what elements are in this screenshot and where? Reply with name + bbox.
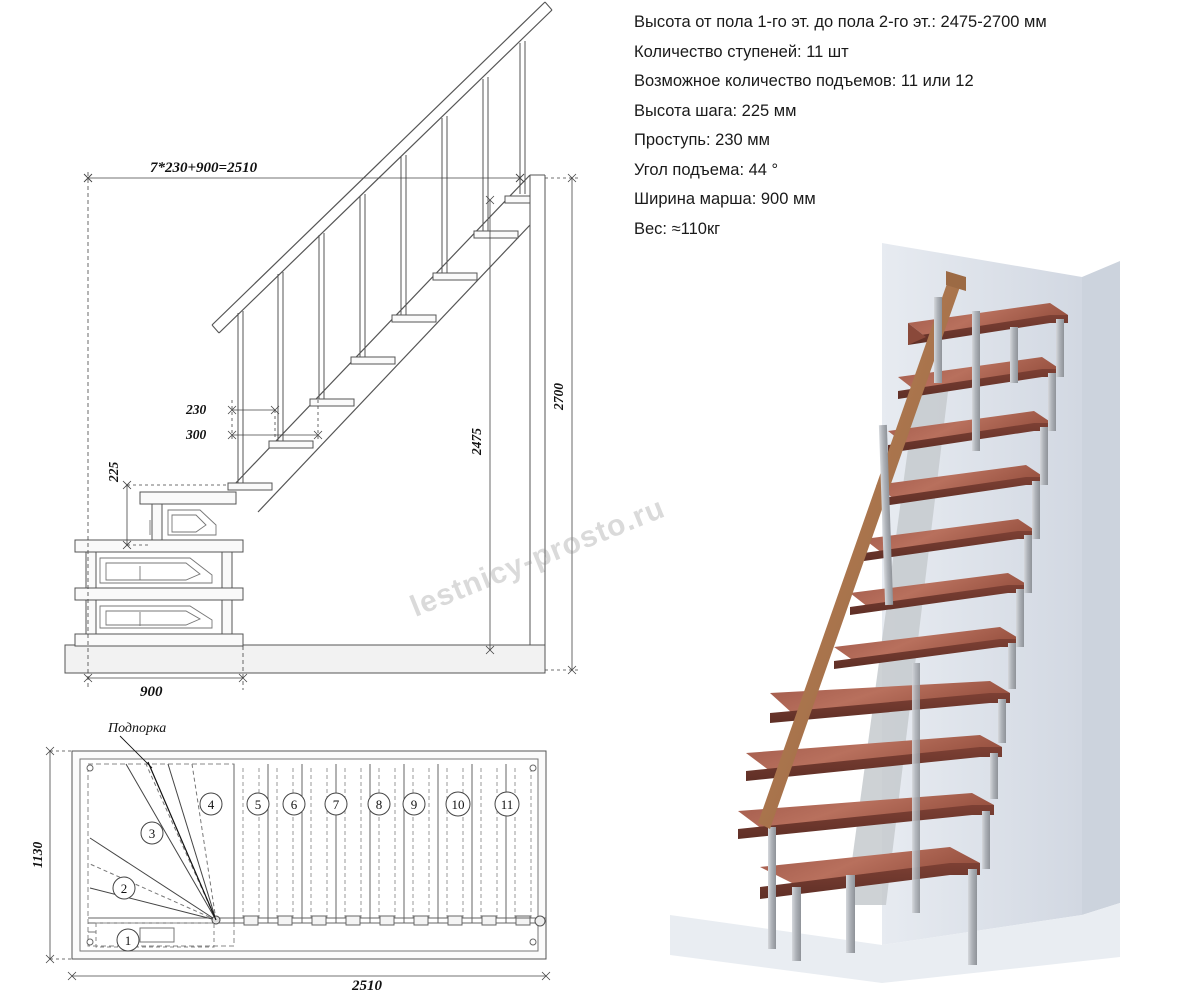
- plan-step-10: 10: [451, 797, 465, 812]
- plan-step-1: 1: [124, 933, 132, 948]
- dim-tread-overall: 300: [186, 427, 207, 442]
- dim-plan-depth: 1130: [30, 841, 45, 868]
- dim-tread: 230: [186, 402, 207, 417]
- spec-march-width: Ширина марша: 900 мм: [634, 190, 816, 208]
- spec-total-height: Высота от пола 1-го эт. до пола 2-го эт.: 2475-2700 мм: [634, 13, 1047, 31]
- dim-height-floor: 2475: [469, 428, 484, 455]
- dim-run-total: 7*230+900=2510: [150, 160, 258, 176]
- plan-view-drawing: [0, 718, 620, 993]
- plan-step-3: 3: [148, 826, 156, 841]
- stair-3d-render: [650, 215, 1170, 985]
- side-elevation-drawing: [0, 0, 620, 720]
- plan-step-4: 4: [207, 797, 215, 812]
- support-label: Подпорка: [108, 721, 167, 736]
- spec-possible-risers: Возможное количество подъемов: 11 или 12: [634, 72, 974, 90]
- plan-step-7: 7: [332, 797, 340, 812]
- plan-step-9: 9: [410, 797, 418, 812]
- spec-step-count: Количество ступеней: 11 шт: [634, 42, 849, 61]
- spec-riser-height: Высота шага: 225 мм: [634, 101, 797, 120]
- spec-angle: Угол подъема: 44 °: [634, 160, 779, 179]
- dim-plan-length: 2510: [352, 978, 382, 993]
- dim-height-total: 2700: [551, 383, 566, 410]
- plan-step-11: 11: [500, 797, 514, 812]
- plan-step-5: 5: [254, 797, 262, 812]
- watermark: lestnicy-prosto.ru: [405, 491, 670, 624]
- plan-step-8: 8: [375, 797, 383, 812]
- spec-weight: Вес: ≈110кг: [634, 219, 721, 238]
- dim-riser: 225: [106, 461, 121, 482]
- plan-step-2: 2: [120, 881, 128, 896]
- plan-step-6: 6: [290, 797, 298, 812]
- dim-width: 900: [140, 684, 163, 700]
- spec-tread-depth: Проступь: 230 мм: [634, 131, 770, 149]
